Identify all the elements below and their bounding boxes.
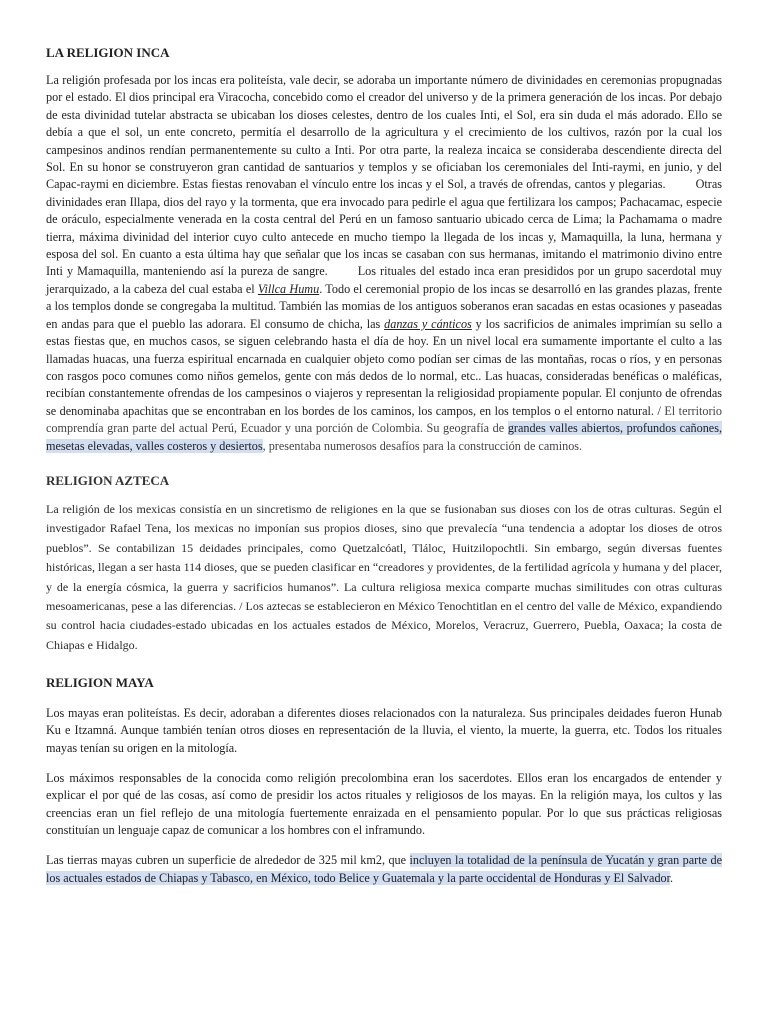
link-villca-humu[interactable]: Villca Humu <box>257 281 320 296</box>
inca-text-3a: Los rituales del estado inca eran presididos por un grupo sacerdotal muy jerarquizado, a la cabeza del cual estaba el <box>46 264 723 296</box>
paragraph-maya-3 <box>46 852 722 887</box>
heading-azteca: RELIGION AZTECA <box>46 472 170 488</box>
inca-text-3b: . Todo el ceremonial propio de los incas se desarrolló en las grandes plazas, frente a los templos donde se congregaba la multitud. También las momias de los antiguos soberanos eran sacadas en estas ocasiones y paseadas en andas para que el pueblo las adorara. El consumo de chicha, las <box>46 281 722 331</box>
inca-highlight[interactable]: grandes valles abiertos, profundos cañones, mesetas elevadas, valles costeros y desiertos <box>46 421 722 453</box>
paragraph-azteca <box>46 500 722 655</box>
maya-text-3b: . <box>670 870 674 885</box>
inca-separator: / <box>653 403 665 418</box>
heading-inca: LA RELIGION INCA <box>46 45 170 60</box>
paragraph-maya-1: Los mayas eran politeístas. Es decir, adoraban a diferentes dioses relacionados con la naturaleza. Sus principales deidades fueron Hunab Ku e Itzamná. Aunque también tenían otros dioses en representación de la lluvia, el viento, la muerte, la guerra, etc. Todos los rituales mayas tenían su origen en la mitología. <box>46 706 722 755</box>
maya-text-3a: Las tierras mayas cubren un superficie de alrededor de 325 mil km2, que <box>46 853 410 868</box>
inca-text-2: Otras divinidades eran Illapa, dios del rayo y la tormenta, que era invocado para pedirle el agua que fertilizara los campos; Pachacamac, especie de oráculo, especialmente venerada en la costa central del Perú en un famoso santuario ubicado cerca de Lima; la Pachamama o madre tierra, máxima divinidad del interior cuyo culto antecede en mucho tiempo la llegada de los incas y, Mamaquilla, la luna, hermana y esposa del sol. En cuanto a esta última hay que señalar que los incas se casaban con sus hermanas, imitando el matrimonio divino entre Inti y Mamaquilla, manteniendo así la pureza de sangre. <box>46 177 722 279</box>
inca-text-4b: , presentaba numerosos desafíos para la construcción de caminos. <box>262 438 583 453</box>
heading-maya: RELIGION MAYA <box>46 675 154 691</box>
azteca-text-2: Los aztecas se establecieron en México Tenochtitlan en el centro del valle de México, expandiendo su control hacia ciudades-estado ubicadas en los actuales estados de México, Morelos, Veracruz, Guerrero, Puebla, Oaxaca; la costa de Chiapas e Hidalgo. <box>46 598 722 652</box>
maya-highlight[interactable]: incluyen la totalidad de la península de Yucatán y gran parte de los actuales estados de Chiapas y Tabasco, en México, todo Belice y Guatemala y la parte occidental de Honduras y El Salvador <box>46 853 722 885</box>
azteca-separator: / <box>236 598 246 613</box>
inca-text-3c: y los sacrificios de animales imprimían su sello a estas fiestas que, en muchos casos, se siguen celebrando hasta el día de hoy. En un nivel local era sumamente importante el culto a las llamadas huacas, una fuerza espiritual encarnada en cualquier objeto como podían ser cimas de las montañas, rocas o ríos, y en personas con rasgos poco comunes como niños gemelos, gente con más dedos de lo normal, etc.. Las huacas, consideradas benéficas o maléficas, recibían constantemente ofrendas de los campesinos o viajeros y representan la religiosidad propiamente popular. El conjunto de ofrendas se denominaba apachitas que se encontraban en los bordes de los caminos, los campos, en los templos o el entorno natural. <box>46 316 722 418</box>
inca-text-1: La religión profesada por los incas era politeísta, vale decir, se adoraba un importante número de divinidades en ceremonias propugnadas por el estado. El dios principal era Viracocha, concebido como el creador del universo y de la primera generación de los incas. Por debajo de esta divinidad tutelar abstracta se ubicaban los dioses celestes, dentro de los cuales Inti, el Sol, era sin duda el más adorado. Ello se debía a que el sol, un ente concreto, permitía el desarrollo de la agricultura y el crecimiento de los cultivos, razón por la cual los campesinos andinos rendían permanentemente su culto a Inti. Por otra parte, la realeza incaica se consideraba descendiente directa del Sol. En su honor se construyeron gran cantidad de santuarios y templos y se oficiaban los ceremoniales del Inti-raymi, en junio, y del Capac-raymi en diciembre. Estas fiestas renovaban el vínculo entre los incas y el Sol, a través de ofrendas, cantos y plegarias. <box>46 73 722 192</box>
document-body <box>46 44 722 887</box>
paragraph-inca <box>46 72 722 455</box>
paragraph-maya-2: Los máximos responsables de la conocida como religión precolombina eran los sacerdotes. Ellos eran los encargados de entender y explicar el por qué de las cosas, así como de presidir los actos rituales y religiosos de los mayas. En la religión maya, los cultos y las creencias eran un fiel reflejo de una mitología fuertemente enraizada en el pensamiento popular. Por lo que sus prácticas religiosas constituían un lenguaje capaz de comunicar a los hombres con el inframundo. <box>46 771 722 837</box>
link-danzas-canticos[interactable]: danzas y cánticos <box>384 316 472 331</box>
inca-text-4a: El territorio comprendía gran parte del actual Perú, Ecuador y una porción de Colombia. Su geografía de <box>46 403 722 436</box>
azteca-text-1: La religión de los mexicas consistía en un sincretismo de religiones en la que se fusionaban sus dioses con los de otras culturas. Según el investigador Rafael Tena, los mexicas no imponían sus propios dioses, sino que prevalecía “una tendencia a adoptar los dioses de otros pueblos”. Se contabilizan 15 deidades principales, como Quetzalcóatl, Tláloc, Huitzilopochtli. Sin embargo, según diversas fuentes históricas, llegan a ser hasta 114 dioses, que se pueden clasificar en “creadores y providentes, de la fertilidad agrícola y humana y del placer, y de la energía cósmica, la guerra y sacrificios humanos”. La cultura religiosa mexica comparte muchas similitudes con otras culturas mesoamericanas, pese a las diferencias. <box>46 501 722 613</box>
